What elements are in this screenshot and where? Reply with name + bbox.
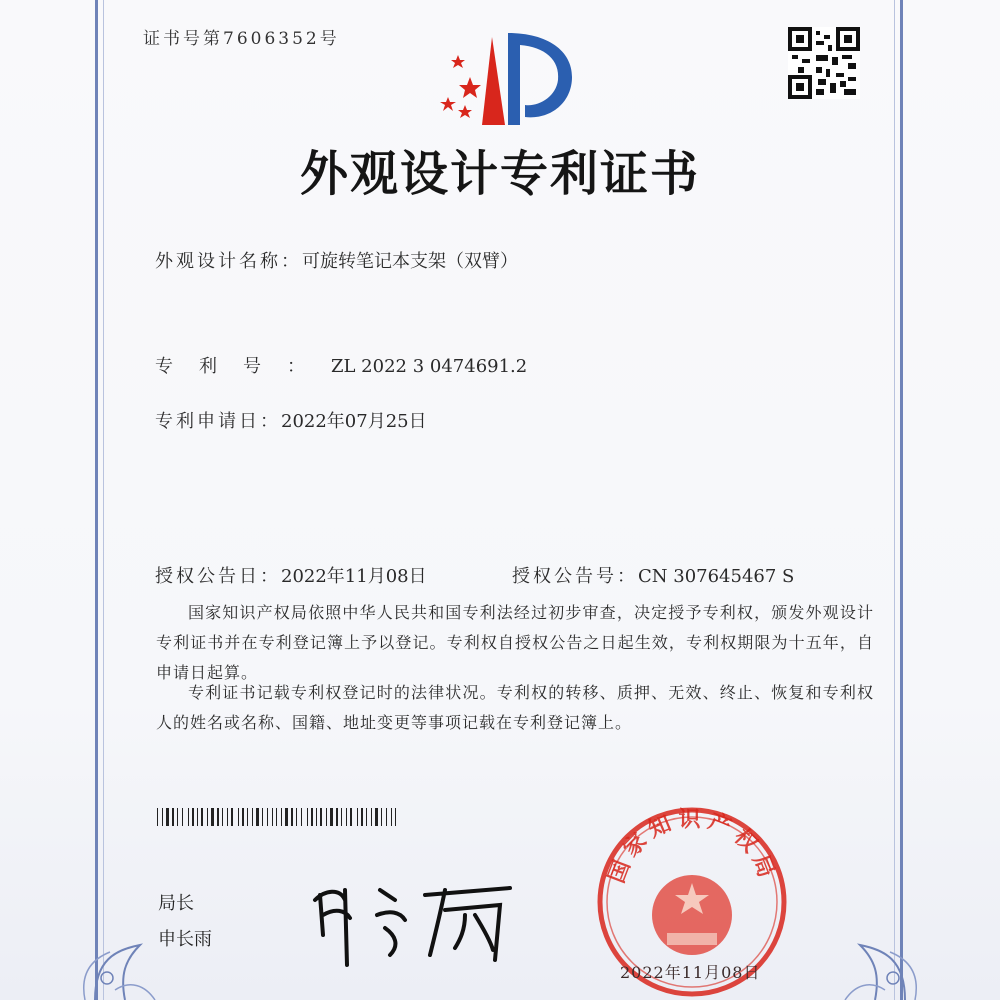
patent-number-row xyxy=(155,352,527,378)
corner-ornament-right xyxy=(825,890,945,1000)
design-name-label: 外观设计名称： xyxy=(155,251,302,272)
director-signature xyxy=(305,860,520,970)
grant-number-value: CN 307645467 S xyxy=(638,566,795,587)
design-name-row xyxy=(155,247,518,273)
seal-text: 国家知识产权局 xyxy=(604,807,781,887)
certificate-number: 证书号第7606352号 xyxy=(143,29,340,49)
application-date-label: 专利申请日： xyxy=(155,411,281,432)
corner-ornament-left xyxy=(55,890,175,1000)
grant-number-label: 授权公告号： xyxy=(512,566,638,587)
director-name: 申长雨 xyxy=(158,929,212,950)
cnipa-emblem-icon xyxy=(430,25,580,130)
grant-date-row xyxy=(155,562,427,588)
grant-number-row xyxy=(512,562,794,588)
application-date-value: 2022年07月25日 xyxy=(281,411,427,432)
barcode xyxy=(157,808,400,826)
patent-number-value: ZL 2022 3 0474691.2 xyxy=(331,356,528,377)
patent-number-label: 专利号： xyxy=(155,356,331,377)
grant-date-label: 授权公告日： xyxy=(155,566,281,587)
qr-code xyxy=(788,27,860,99)
grant-date-value: 2022年11月08日 xyxy=(281,566,427,587)
certificate-title: 外观设计专利证书 xyxy=(299,146,700,202)
grant-statement-paragraph: 国家知识产权局依照中华人民共和国专利法经过初步审查，决定授予专利权，颁发外观设计专利证书并在专利登记簿上予以登记。专利权自授权公告之日起生效，专利权期限为十五年，自申请日起算。 xyxy=(156,603,874,682)
legal-status-paragraph: 专利证书记载专利权登记时的法律状况。专利权的转移、质押、无效、终止、恢复和专利权人的姓名或名称、国籍、地址变更等事项记载在专利登记簿上。 xyxy=(156,683,874,732)
director-title: 局长 xyxy=(158,893,194,914)
design-name-value: 可旋转笔记本支架（双臂） xyxy=(302,251,518,272)
seal-date: 2022年11月08日 xyxy=(620,963,761,982)
application-date-row xyxy=(155,407,427,433)
svg-text:国家知识产权局 xyxy=(604,807,780,886)
